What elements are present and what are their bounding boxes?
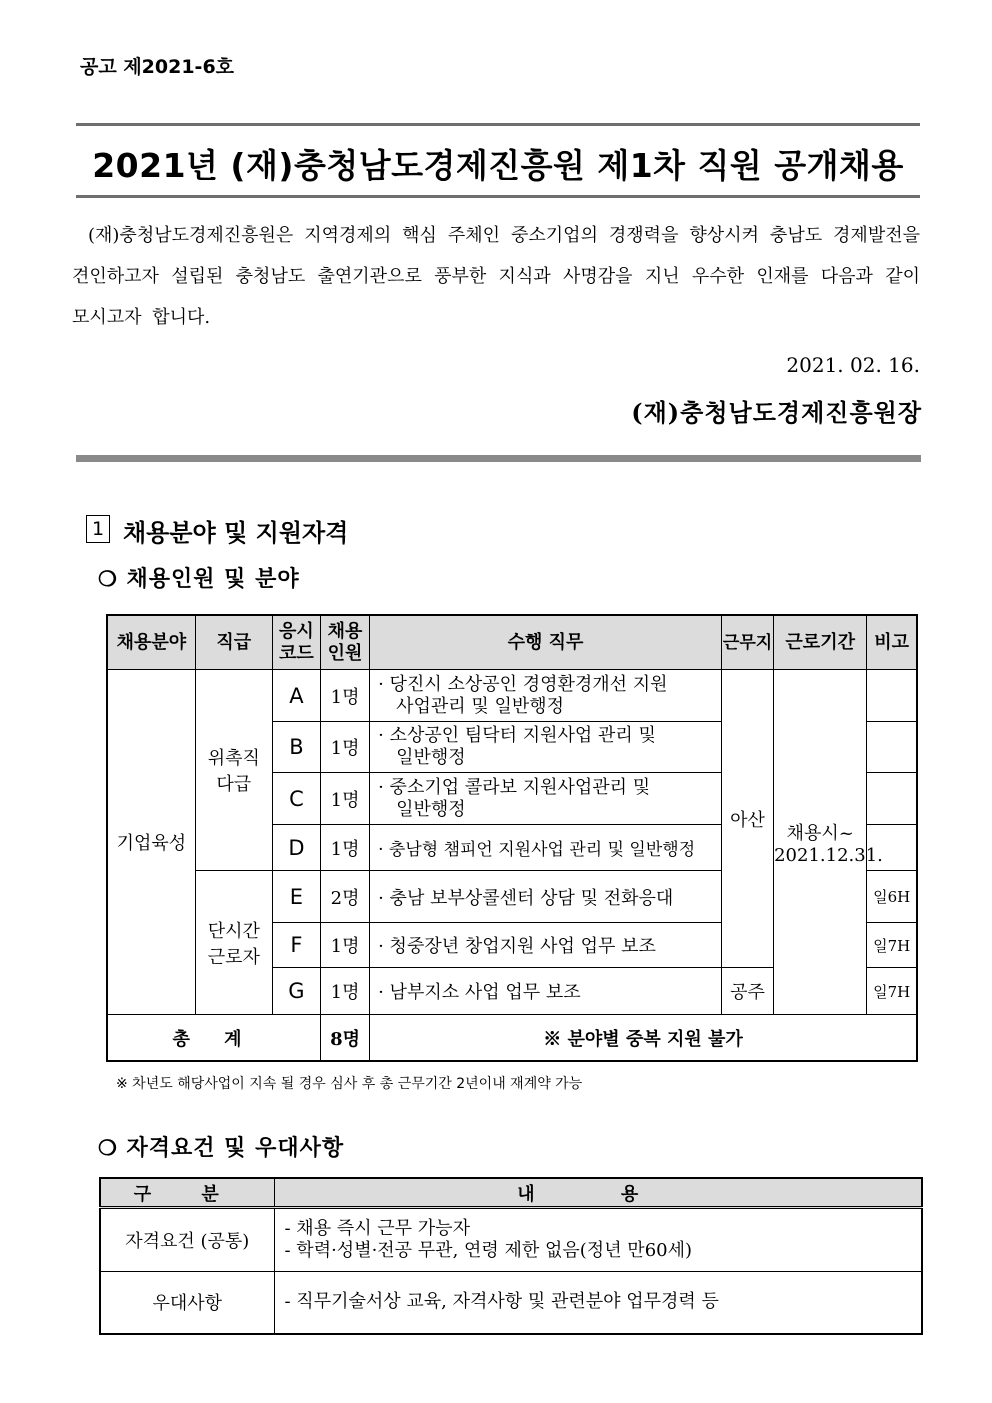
position-cell-1: 위촉직 다급 [195,670,272,871]
table-row [100,1208,922,1272]
header-category: 구 분 [100,1178,274,1208]
header-location: 근무지 [721,615,773,670]
note-cell: 일7H [867,968,917,1015]
code-cell: A [272,670,320,722]
organization-signature: (재)충청남도경제진흥원장 [631,398,922,427]
qualification-table [99,1177,923,1335]
duty-cell: · 남부지소 사업 업무 보조 [370,968,722,1015]
title-top-rule [76,123,920,126]
total-row [107,1015,917,1062]
subsection-recruit-title: 채용인원 및 분야 [126,566,300,592]
qual-header-row [100,1178,922,1208]
total-label: 총 계 [107,1015,321,1062]
page-title: 2021년 (재)충청남도경제진흥원 제1차 직원 공개채용 [92,146,904,185]
duty-cell: · 소상공인 팀닥터 지원사업 관리 및 일반행정 [370,722,722,773]
header-duty: 수행 직무 [370,615,722,670]
count-cell: 1명 [321,670,370,722]
duty-cell: · 중소기업 콜라보 지원사업관리 및 일반행정 [370,773,722,825]
table-row [107,670,917,722]
total-count: 8명 [321,1015,370,1062]
total-remark: ※ 분야별 중복 지원 불가 [370,1015,917,1062]
section-divider [76,455,921,462]
count-cell: 1명 [321,968,370,1015]
count-cell: 2명 [321,871,370,923]
header-code: 응시 코드 [272,615,320,670]
table-footnote: ※ 차년도 해당사업이 지속 될 경우 심사 후 총 근무기간 2년이내 재계약 가능 [116,1076,583,1092]
header-position: 직급 [195,615,272,670]
code-cell: E [272,871,320,923]
duty-cell: · 충남 보부상콜센터 상담 및 전화응대 [370,871,722,923]
code-cell: C [272,773,320,825]
header-content: 내 용 [274,1178,922,1208]
section-number-box: 1 [86,515,110,543]
subsection-recruit [98,562,300,593]
code-cell: G [272,968,320,1015]
header-note: 비고 [867,615,917,670]
period-cell: 채용시~ 2021.12.31. [774,670,867,1015]
count-cell: 1명 [321,773,370,825]
note-cell [867,773,917,825]
position-cell-2: 단시간 근로자 [195,871,272,1015]
header-period: 근로기간 [774,615,867,670]
title-bottom-rule [76,195,920,198]
code-cell: D [272,825,320,871]
subsection-qualification-title: 자격요건 및 우대사항 [126,1135,345,1161]
header-count: 채용 인원 [321,615,370,670]
duty-cell: · 청중장년 창업지원 사업 업무 보조 [370,923,722,968]
duty-cell: · 충남형 챔피언 지원사업 관리 및 일반행정 [370,825,722,871]
location-cell-1: 아산 [721,670,773,968]
note-cell [867,722,917,773]
count-cell: 1명 [321,722,370,773]
code-cell: F [272,923,320,968]
note-cell: 일6H [867,871,917,923]
note-cell [867,670,917,722]
announcement-date: 2021. 02. 16. [786,353,920,377]
duty-cell: · 당진시 소상공인 경영환경개선 지원 사업관리 및 일반행정 [370,670,722,722]
qual-label: 자격요건 (공통) [100,1208,274,1272]
circle-bullet-icon: ❍ [98,566,118,591]
subsection-qualification [98,1131,344,1162]
intro-paragraph: (재)충청남도경제진흥원은 지역경제의 핵심 주체인 중소기업의 경쟁력을 향상시켜 충남도 경제발전을 견인하고자 설립된 충청남도 출연기관으로 풍부한 지식과 사명감을 지닌 우수한 인재를 다음과 같이 모시고자 합니다. [72,225,920,328]
section-title: 채용분야 및 지원자격 [123,519,349,547]
code-cell: B [272,722,320,773]
table-row [100,1272,922,1334]
qual-content: - 채용 즉시 근무 가능자 - 학력·성별·전공 무관, 연령 제한 없음(정년 만60세) [274,1208,922,1272]
count-cell: 1명 [321,923,370,968]
location-cell-2: 공주 [721,968,773,1015]
qual-content: - 직무기술서상 교육, 자격사항 및 관련분야 업무경력 등 [274,1272,922,1334]
note-cell: 일7H [867,923,917,968]
qual-label: 우대사항 [100,1272,274,1334]
notice-number: 공고 제2021-6호 [80,56,235,78]
table-header-row [107,615,917,670]
recruit-table [106,614,918,1062]
circle-bullet-icon: ❍ [98,1135,118,1160]
header-field: 채용분야 [107,615,195,670]
field-cell: 기업육성 [107,670,195,1015]
count-cell: 1명 [321,825,370,871]
